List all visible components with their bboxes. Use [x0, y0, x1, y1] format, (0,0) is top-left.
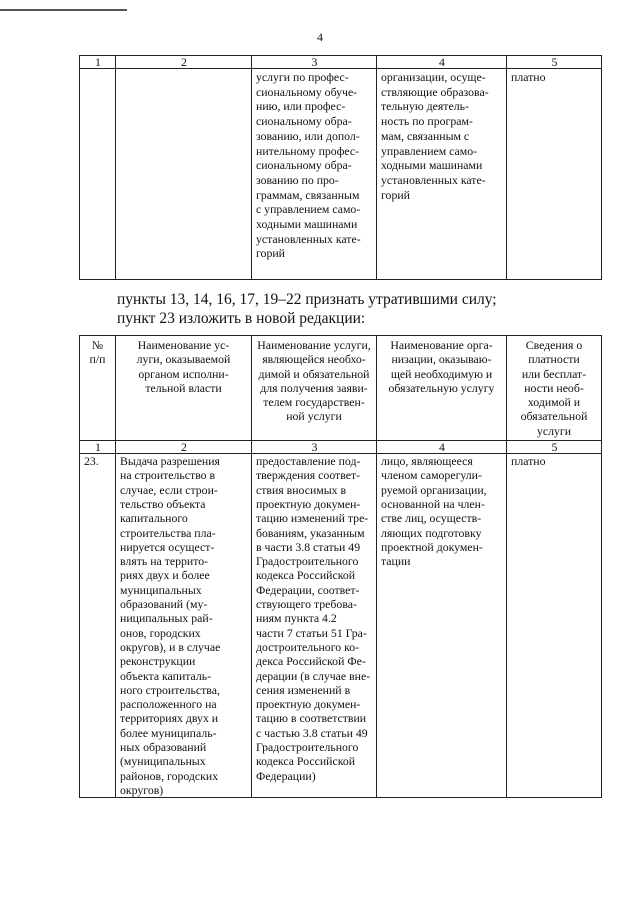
service-name-cell: Выдача разрешения на строительство в случае, если строи- тельство объекта капитального строительства пла- нируется осущест- влять на террито- риях двух и более муниципальных образований (му- ниципальных рай- онов, городских округов), и в случае реконструкции объекта капиталь- ного строительства, расположенного на территориях двух и более муниципаль- ных образований (муниципальных районов, городских округов) [116, 454, 252, 798]
table-row [80, 454, 602, 798]
service-name-cell: услуги по профес- сиональному обуче- нию, или профес- сиональному обра- зованию, или допол- нительному профес- сиональному обра- зованию по про- граммам, связанным с управлением само- ходными машинами установленных кате- горий [252, 69, 377, 280]
table-row [80, 69, 602, 280]
organization-cell: лицо, являющееся членом саморегули- руемой организации, основанной на член- стве лиц, осуществ- ляющих подготовку проектной докумен- тации [377, 454, 507, 798]
header-organization: Наименование орга- низации, оказываю- щей необходимую и обязательную услугу [377, 336, 507, 441]
column-number: 3 [252, 56, 377, 69]
services-table [79, 335, 602, 798]
column-number: 2 [116, 441, 252, 454]
header-required-service: Наименование услуги, являющейся необхо- димой и обязательной для получения заяви- телем государствен- ной услуги [252, 336, 377, 441]
payment-cell: платно [507, 69, 602, 280]
column-number: 4 [377, 56, 507, 69]
payment-cell: платно [507, 454, 602, 798]
organization-cell: организации, осуще- ствляющие образова- тельную деятель- ность по програм- мам, связанным с управлением само- ходными машинами установленных кате- горий [377, 69, 507, 280]
header-service-name: Наименование ус- луги, оказываемой органом исполни- тельной власти [116, 336, 252, 441]
paragraph-line-2: пункт 23 изложить в новой редакции: [117, 310, 366, 327]
column-number: 4 [377, 441, 507, 454]
continuation-table [79, 55, 602, 280]
paragraph-line-1: пункты 13, 14, 16, 17, 19–22 признать утратившими силу; [117, 291, 497, 308]
column-number: 2 [116, 56, 252, 69]
column-number-row [80, 56, 602, 69]
column-number-row [80, 441, 602, 454]
required-service-cell: предоставление под- тверждения соответ- ствия вносимых в проектную докумен- тацию изменений тре- бованиям, указанным в части 3.8 статьи 49 Градостроительного кодекса Российской Федерации, соответ- ствующего требова- ниям пункта 4.2 части 7 статьи 51 Гра- достроительного ко- декса Российской Фе- дерации (в случае вне- сения изменений в проектную докумен- тацию в соответствии с частью 3.8 статьи 49 Градостроительного кодекса Российской Федерации) [252, 454, 377, 798]
row-number: 23. [80, 454, 116, 798]
column-number: 3 [252, 441, 377, 454]
column-number: 5 [507, 441, 602, 454]
table-header-row [80, 336, 602, 441]
header-payment-info: Сведения о платности или бесплат- ности необ- ходимой и обязательной услуги [507, 336, 602, 441]
table-cell [116, 69, 252, 280]
column-number: 5 [507, 56, 602, 69]
table-cell [80, 69, 116, 280]
column-number: 1 [80, 441, 116, 454]
page-number: 4 [317, 30, 323, 44]
column-number: 1 [80, 56, 116, 69]
header-number: № п/п [80, 336, 116, 441]
top-edge-line [0, 9, 127, 11]
